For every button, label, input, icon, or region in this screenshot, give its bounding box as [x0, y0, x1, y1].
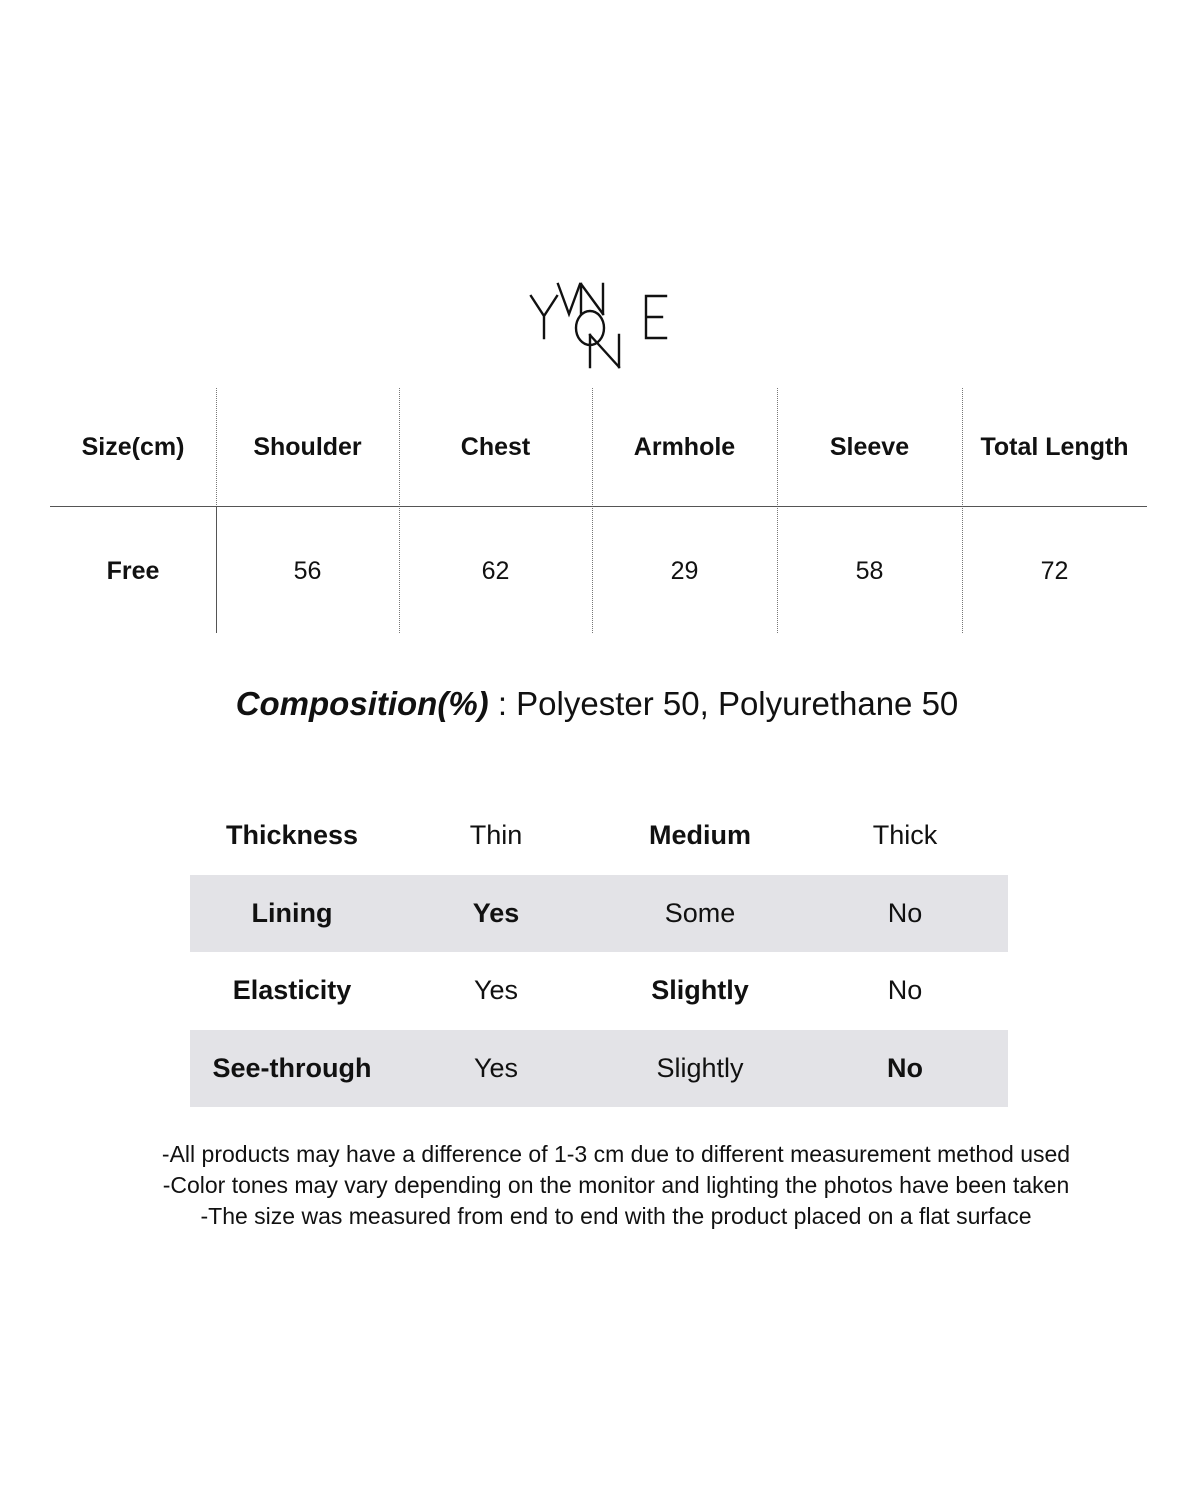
- lining-row: [190, 875, 1008, 953]
- note-color-tones: -Color tones may vary depending on the monitor and lighting the photos have been taken: [162, 1172, 1070, 1198]
- armhole-value: 29: [670, 557, 699, 585]
- total-length-header: Total Length: [980, 433, 1129, 461]
- column-divider: [962, 388, 963, 633]
- shoulder-header: Shoulder: [253, 433, 362, 461]
- chest-header: Chest: [460, 433, 531, 461]
- armhole-header: Armhole: [633, 433, 736, 461]
- sleeve-value: 58: [855, 557, 884, 585]
- fabric-properties-table: [190, 797, 1008, 1107]
- elasticity-label: Elasticity: [232, 975, 352, 1005]
- thickness-option-thick: Thick: [872, 820, 938, 850]
- composition: [0, 684, 1194, 724]
- size-table: [50, 388, 1147, 633]
- elasticity-option-slightly: Slightly: [651, 975, 749, 1005]
- lining-option-no: No: [887, 897, 923, 928]
- thickness-label: Thickness: [225, 820, 359, 850]
- sleeve-header: Sleeve: [829, 433, 910, 461]
- notes: [0, 1139, 1194, 1232]
- header-divider: [50, 506, 1147, 507]
- see-through-option-yes: Yes: [473, 1052, 519, 1083]
- elasticity-option-yes: Yes: [473, 975, 519, 1005]
- note-measurement-difference: -All products may have a difference of 1-3 cm due to different measurement method used: [161, 1141, 1071, 1167]
- elasticity-option-no: No: [887, 975, 923, 1005]
- see-through-option-slightly: Slightly: [656, 1052, 744, 1083]
- composition-label: Composition(%): [235, 685, 489, 722]
- size-value: Free: [106, 557, 160, 585]
- composition-value: Polyester 50, Polyurethane 50: [516, 685, 959, 722]
- column-divider: [399, 388, 400, 633]
- column-divider: [777, 388, 778, 633]
- lining-option-some: Some: [664, 897, 736, 928]
- composition-separator: :: [488, 685, 517, 722]
- thickness-option-medium: Medium: [648, 820, 751, 850]
- shoulder-value: 56: [293, 557, 322, 585]
- lining-label: Lining: [251, 897, 333, 928]
- column-divider: [592, 388, 593, 633]
- lining-option-yes: Yes: [472, 897, 520, 928]
- see-through-label: See-through: [212, 1052, 372, 1083]
- chest-value: 62: [481, 557, 510, 585]
- note-flat-measurement: -The size was measured from end to end with the product placed on a flat surface: [200, 1203, 1032, 1229]
- elasticity-row: [190, 952, 1008, 1030]
- see-through-option-no: No: [887, 1052, 923, 1083]
- thickness-row: [190, 797, 1008, 875]
- brand-logo: [528, 280, 670, 372]
- total-length-value: 72: [1040, 557, 1069, 585]
- thickness-option-thin: Thin: [469, 820, 523, 850]
- size-header: Size(cm): [81, 433, 185, 461]
- see-through-row: [190, 1030, 1008, 1108]
